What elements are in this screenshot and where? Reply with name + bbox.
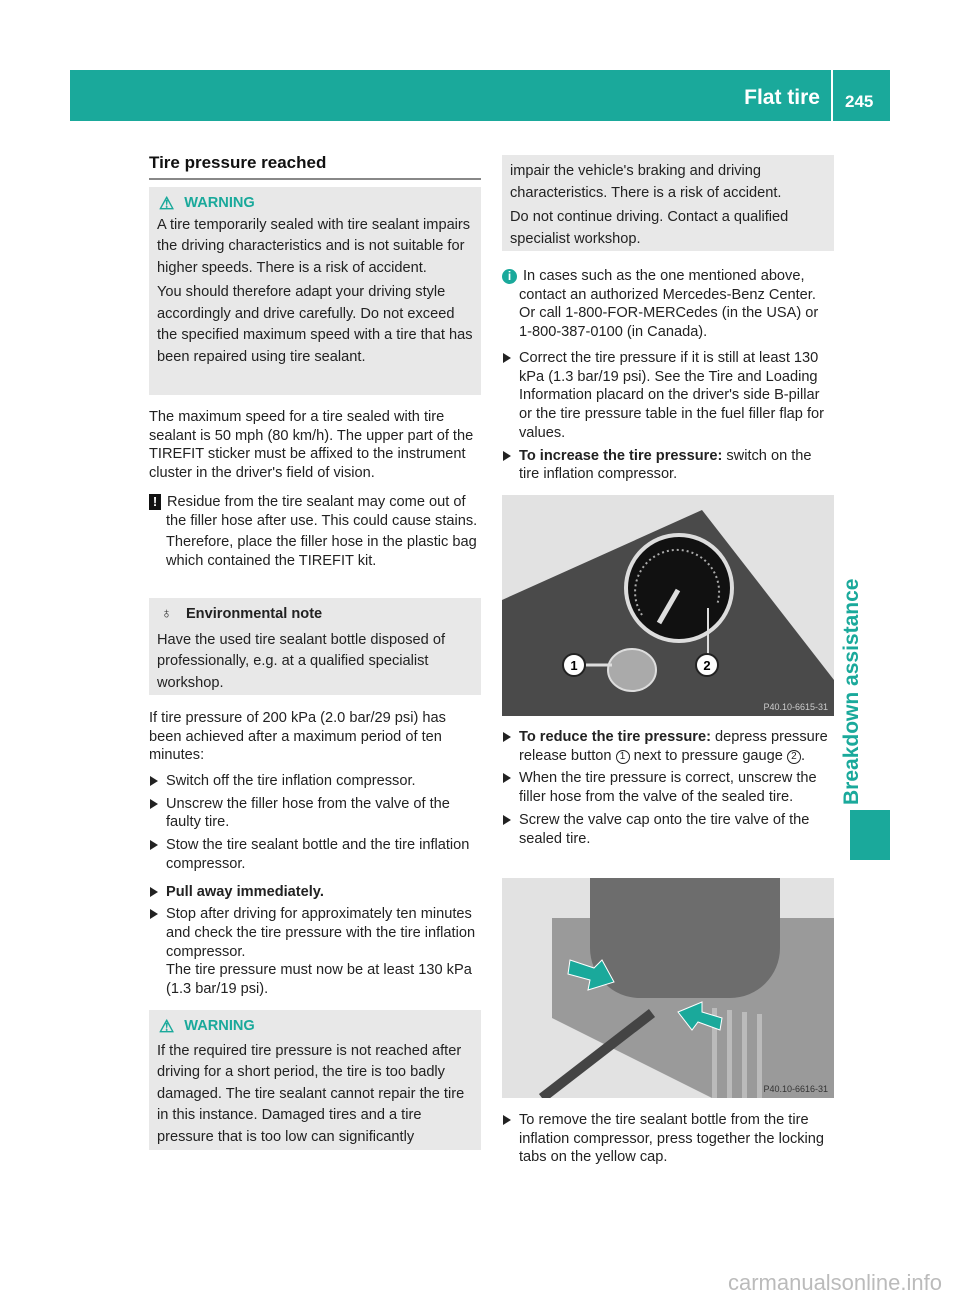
lightbulb-icon: ♁ bbox=[161, 606, 172, 622]
warning-label: WARNING bbox=[184, 195, 255, 211]
notice bbox=[149, 493, 481, 571]
page-header bbox=[70, 70, 890, 121]
list-text: The tire pressure must now be at least 130 kPa (1.3 bar/19 psi). bbox=[166, 962, 472, 998]
paragraph: The maximum speed for a tire sealed with tire sealant is 50 mph (80 km/h). The upper part of the TIREFIT sticker must be affixed to the instrument cluster in the driver's field of vision. bbox=[149, 409, 474, 482]
notice-text: Residue from the tire sealant may come out of the filler hose after use. This could cause stains. bbox=[166, 494, 478, 529]
callout-2: 2 bbox=[703, 658, 711, 673]
sealant-bottle-image bbox=[502, 878, 834, 1098]
bullet-list bbox=[502, 728, 834, 852]
list-item: Pull away immediately. bbox=[149, 883, 481, 902]
list-item: Correct the tire pressure if it is still at least 130 kPa (1.3 bar/19 psi). See the Tire and Loading Information placard on the driver's side B-pillar or the tire pressure table in the fuel filler flap for values. bbox=[502, 349, 834, 443]
bullet-list bbox=[502, 349, 834, 488]
warning-box bbox=[149, 1010, 481, 1150]
bold-instruction: Pull away immediately bbox=[166, 883, 320, 900]
list-text: depress pressure release button bbox=[519, 729, 828, 764]
list-item: Unscrew the filler hose from the valve of the faulty tire. bbox=[149, 795, 481, 832]
callout-2-ref: 2 bbox=[787, 750, 801, 764]
list-item bbox=[149, 905, 481, 999]
side-tab bbox=[840, 555, 876, 805]
warning-title bbox=[159, 1016, 473, 1038]
page-number: 245 bbox=[845, 92, 874, 111]
exclamation-icon: ! bbox=[149, 494, 161, 510]
list-item bbox=[502, 728, 834, 765]
list-text: Stop after driving for approximately ten minutes and check the tire pressure with the tire inflation compressor. bbox=[166, 906, 476, 960]
warning-text: You should therefore adapt your driving style accordingly and drive carefully. Do not exceed the specified maximum speed with a tire that has been repaired using tire sealant. bbox=[157, 284, 473, 365]
section-heading: Tire pressure reached bbox=[149, 153, 481, 180]
side-tab-marker bbox=[850, 810, 890, 860]
warning-text: impair the vehicle's braking and driving characteristics. There is a risk of accident. bbox=[510, 163, 782, 201]
warning-triangle-icon: ⚠ bbox=[159, 194, 175, 213]
list-text: . bbox=[800, 747, 806, 764]
list-item: When the tire pressure is correct, unscrew the filler hose from the valve of the sealed tire. bbox=[502, 769, 834, 806]
image-caption: P40.10-6615-31 bbox=[763, 702, 828, 712]
list-item bbox=[502, 447, 834, 484]
side-tab-label: Breakdown assistance bbox=[840, 578, 863, 805]
bullet-list bbox=[149, 772, 481, 1003]
list-item: Switch off the tire inflation compressor. bbox=[149, 772, 481, 791]
bottle-illustration bbox=[502, 878, 834, 1098]
env-title bbox=[161, 604, 473, 626]
callout-1: 1 bbox=[570, 658, 578, 673]
warning-title bbox=[159, 193, 473, 215]
warning-triangle-icon: ⚠ bbox=[159, 1017, 175, 1036]
paragraph: If tire pressure of 200 kPa (2.0 bar/29 psi) has been achieved after a maximum period of ten minutes: bbox=[149, 710, 446, 764]
divider bbox=[831, 70, 833, 121]
list-item: To remove the tire sealant bottle from the tire inflation compressor, press together the locking tabs on the yellow cap. bbox=[502, 1111, 834, 1167]
info-text: In cases such as the one mentioned above, contact an authorized Mercedes-Benz Center. Or call 1-800-FOR-MERCedes (in the USA) or 1-800-387-0100 (in Canada). bbox=[519, 268, 819, 341]
warning-box bbox=[149, 187, 481, 395]
list-text: switch on the tire inflation compressor. bbox=[519, 447, 812, 483]
gauge-illustration bbox=[502, 495, 834, 716]
callout-1-ref: 1 bbox=[616, 750, 630, 764]
bold-instruction: To increase the tire pressure: bbox=[519, 447, 723, 464]
warning-label: WARNING bbox=[184, 1018, 255, 1034]
info-icon: i bbox=[502, 269, 517, 284]
watermark: carmanualsonline.info bbox=[727, 1270, 942, 1295]
env-label: Environmental note bbox=[185, 606, 323, 622]
list-text: next to pressure gauge bbox=[629, 747, 787, 764]
info-note bbox=[502, 267, 834, 342]
notice-text: Therefore, place the filler hose in the plastic bag which contained the TIREFIT kit. bbox=[166, 534, 477, 570]
warning-text: If the required tire pressure is not reached after driving for a short period, the tire is too badly damaged. The tire sealant cannot repair the tire in this instance. Damaged tires and a tire pressure that is too low can significantly bbox=[157, 1042, 465, 1145]
environmental-note-box bbox=[149, 598, 481, 695]
bold-instruction: To reduce the tire pressure: bbox=[519, 729, 711, 745]
list-item: Screw the valve cap onto the tire valve of the sealed tire. bbox=[502, 811, 834, 848]
bullet-list bbox=[502, 1111, 834, 1171]
section-title: Flat tire bbox=[744, 86, 820, 109]
image-caption: P40.10-6616-31 bbox=[763, 1084, 828, 1094]
warning-text: Do not continue driving. Contact a qualified specialist workshop. bbox=[510, 209, 789, 247]
env-text: Have the used tire sealant bottle disposed of professionally, e.g. at a qualified specialist workshop. bbox=[157, 631, 446, 691]
warning-text: A tire temporarily sealed with tire sealant impairs the driving characteristics and is not suitable for higher speeds. There is a risk of accident. bbox=[157, 216, 471, 276]
compressor-gauge-image bbox=[502, 495, 834, 716]
warning-continued-box bbox=[502, 155, 834, 251]
list-item: Stow the tire sealant bottle and the tire inflation compressor. bbox=[149, 836, 481, 873]
